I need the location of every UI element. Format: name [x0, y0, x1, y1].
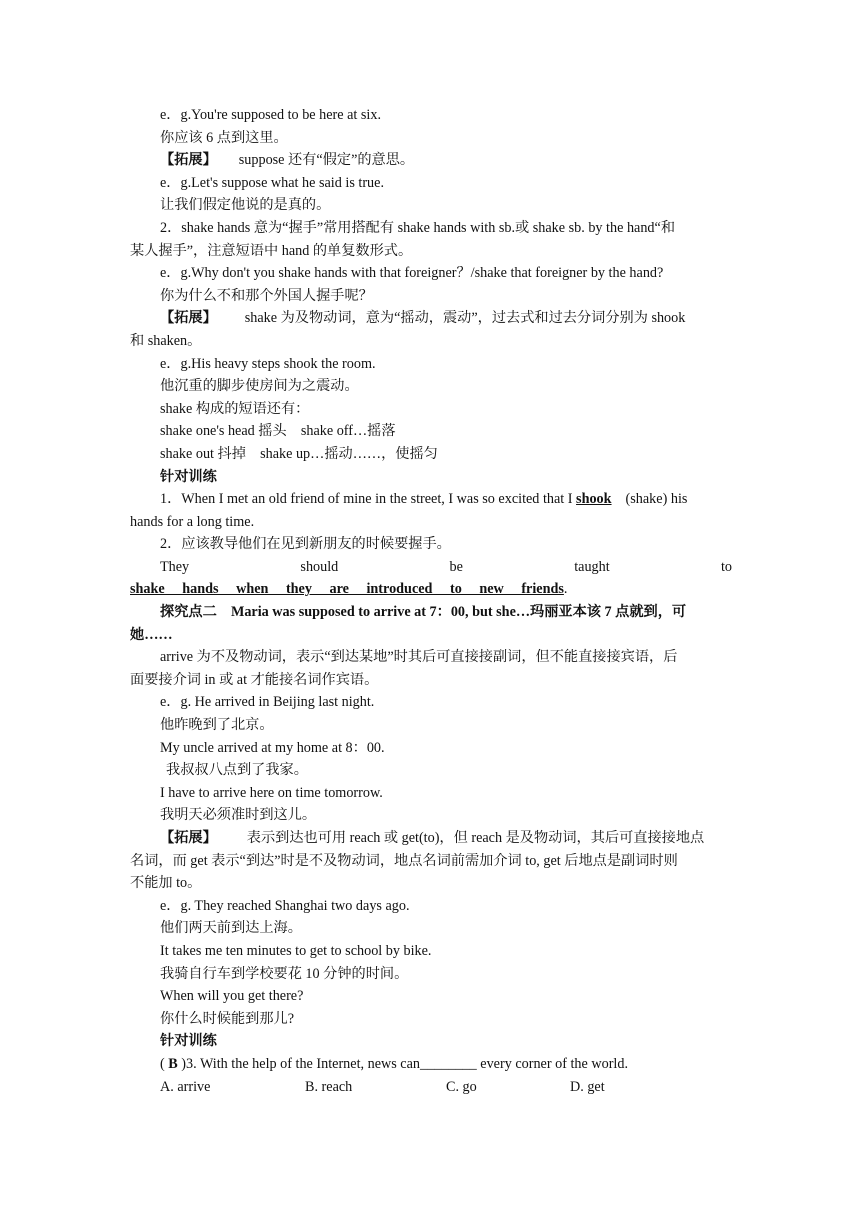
- example-sentence: e．g.Let's suppose what he said is true.: [160, 174, 384, 191]
- exercise-heading: 针对训练: [160, 1033, 217, 1050]
- extension-text: 名词，而 get 表示“到达”时是不及物动词，地点名词前需加介词 to, get 后地点是副词时则: [130, 852, 678, 869]
- option-c: C. go: [446, 1078, 477, 1095]
- translation: 你为什么不和那个外国人握手呢？: [160, 287, 373, 304]
- example-sentence: e．g. He arrived in Beijing last night.: [160, 694, 375, 711]
- exercise-heading: 针对训练: [160, 468, 217, 485]
- extension-text: 表示到达也可用 reach 或 get(to)，但 reach 是及物动词，其后可直接接地点: [246, 830, 705, 846]
- example-sentence: My uncle arrived at my home at 8：00.: [160, 739, 385, 756]
- exercise-answer-line: shake hands when they are introduced to new friends.: [130, 581, 568, 598]
- extension-tag: 【拓展】: [160, 152, 217, 169]
- phrase-list: shake out 抖掉 shake up…摇动……，使摇匀: [160, 445, 438, 462]
- example-sentence: When will you get there?: [160, 988, 304, 1005]
- translation: 你什么时候能到那儿?: [160, 1010, 294, 1027]
- exercise-answer: B: [168, 1055, 178, 1072]
- translation: 你应该 6 点到这里。: [160, 129, 288, 146]
- example-sentence: e．g. They reached Shanghai two days ago.: [160, 897, 410, 914]
- extension-note: [130, 149, 732, 172]
- translation: 我骑自行车到学校要花 10 分钟的时间。: [160, 965, 409, 982]
- exercise-item: 2．应该教导他们在见到新朋友的时候要握手。: [160, 536, 451, 553]
- translation: 我明天必须准时到这儿。: [160, 807, 317, 824]
- exercise-text: hands for a long time.: [130, 513, 255, 530]
- exercise-item: [130, 488, 732, 511]
- exercise-answer: shake hands when they are introduced to new friends: [130, 581, 564, 598]
- extension-tag: 【拓展】: [160, 310, 217, 327]
- option-b: B. reach: [305, 1078, 353, 1095]
- section-heading: 她……: [130, 626, 173, 643]
- translation: 他沉重的脚步使房间为之震动。: [160, 378, 359, 395]
- translation: 他们两天前到达上海。: [160, 920, 302, 937]
- example-sentence: It takes me ten minutes to get to school by bike.: [160, 942, 432, 959]
- extension-tag: 【拓展】: [160, 830, 217, 846]
- example-sentence: I have to arrive here on time tomorrow.: [160, 784, 383, 801]
- exercise-answer: shook: [576, 491, 612, 508]
- option-a: A. arrive: [160, 1078, 211, 1095]
- extension-text: 不能加 to。: [130, 875, 202, 892]
- document-page: [130, 104, 732, 1098]
- option-d: D. get: [570, 1078, 605, 1095]
- phrase-list: shake one's head 摇头 shake off…摇落: [160, 423, 396, 440]
- extension-text: suppose 还有“假定”的意思。: [238, 152, 415, 169]
- example-sentence: e．g.His heavy steps shook the room.: [160, 355, 376, 372]
- section-heading: 探究点二 Maria was supposed to arrive at 7：00, but she…玛丽亚本该 7 点就到，可: [160, 604, 687, 621]
- point-text: 2．shake hands 意为“握手”常用搭配有 shake hands with sb.或 shake sb. by the hand“和: [160, 219, 676, 236]
- point-text: arrive 为不及物动词，表示“到达某地”时其后可直接接副词，但不能直接接宾语，后: [160, 649, 678, 666]
- example-sentence: e．g.You're supposed to be here at six.: [160, 107, 381, 123]
- exercise-text: They should be taught to: [160, 558, 732, 575]
- phrase-intro: shake 构成的短语还有：: [160, 400, 310, 417]
- example-sentence: e．g.Why don't you shake hands with that foreigner？/shake that foreigner by the hand?: [160, 265, 664, 282]
- exercise-item: ( B )3. With the help of the Internet, news can________ every corner of the world.: [160, 1055, 629, 1072]
- translation: 让我们假定他说的是真的。: [160, 197, 331, 214]
- exercise-text: 1．When I met an old friend of mine in the street, I was so excited that I: [160, 491, 573, 508]
- answer-options: [130, 1076, 732, 1099]
- point-text: 某人握手”，注意短语中 hand 的单复数形式。: [130, 242, 413, 259]
- translation: 他昨晚到了北京。: [160, 717, 274, 734]
- exercise-text: (shake) his: [625, 491, 688, 508]
- exercise-text: )3. With the help of the Internet, news can________ every corner of the world.: [177, 1055, 629, 1072]
- extension-text: 和 shaken。: [130, 332, 202, 349]
- translation: 我叔叔八点到了我家。: [166, 762, 308, 779]
- extension-note: [130, 307, 732, 330]
- extension-text: shake 为及物动词，意为“摇动，震动”，过去式和过去分词分别为 shook: [244, 310, 686, 327]
- extension-note: [130, 827, 732, 850]
- point-text: 面要接介词 in 或 at 才能接名词作宾语。: [130, 671, 379, 688]
